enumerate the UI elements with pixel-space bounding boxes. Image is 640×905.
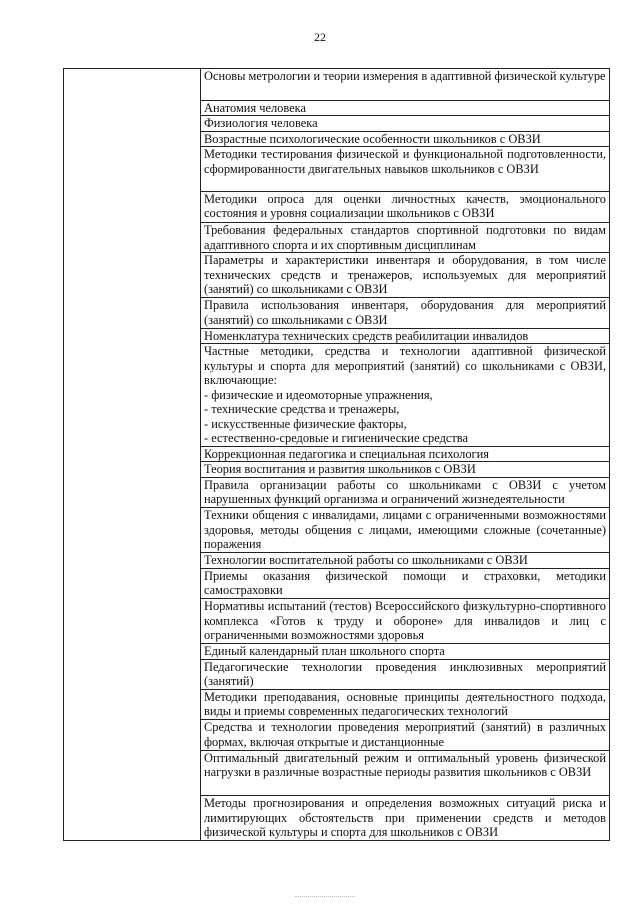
row-text: Единый календарный план школьного спорта [204,644,445,659]
table-row [201,508,609,553]
bullet-item: - технические средства и тренажеры, [204,402,400,417]
table-row [201,660,609,690]
row-text: Методы прогнозирования и определения возможных ситуаций риска и лимитирующих обстоятельств при применении средств и методов физической культуры и спорта для школьников с ОВЗИ [204,796,606,840]
row-text: Коррекционная педагогика и специальная психология [204,446,489,461]
table-row [201,223,609,253]
row-text: Правила использования инвентаря, оборудования для мероприятий (занятий) со школьниками с ОВЗИ [204,298,606,327]
row-text: Номенклатура технических средств реабилитации инвалидов [204,328,529,343]
row-text: Приемы оказания физической помощи и страховки, методики самостраховки [204,568,606,598]
table-row [201,253,609,298]
table-row [201,690,609,721]
empty-left-column [64,69,201,840]
row-text: Технологии воспитательной работы со школьниками с ОВЗИ [204,553,528,568]
table-row [201,132,609,148]
row-text: Средства и технологии проведения мероприятий (занятий) в различных формах, включая открытые и дистанционные [204,720,606,749]
row-text: Требования федеральных стандартов спортивной подготовки по видам адаптивного спорта и их спортивным дисциплинам [204,223,606,252]
table-row [201,478,609,509]
row-text: Педагогические технологии проведения инклюзивных мероприятий (занятий) [204,659,606,689]
scan-artifact [295,896,355,901]
bullet-item: - физические и идеомоторные упражнения, [204,387,433,402]
requirements-table [63,68,610,841]
row-text: Оптимальный двигательный режим и оптимальный уровень физической нагрузки в различные возрастные периоды развития школьников с ОВЗИ [204,750,606,780]
table-row [201,192,609,224]
row-text: Анатомия человека [204,100,306,115]
row-text: Правила организации работы со школьниками с ОВЗИ с учетом нарушенных функций организма и ограничений жизнедеятельности [204,477,606,507]
table-row [201,569,609,600]
row-text: Параметры и характеристики инвентаря и оборудования, в том числе технических средств и тренажеров, используемых для мероприятий (занятий) со школьниками с ОВЗИ [204,253,606,297]
table-row [201,298,609,329]
row-text: Методики тестирования физической и функциональной подготовленности, сформированности двигательных навыков школьников с ОВЗИ [204,147,606,176]
row-text: Методики опроса для оценки личностных качеств, эмоционального состояния и уровня социализации школьников с ОВЗИ [204,191,606,221]
table-row [201,329,609,345]
table-row [201,751,609,797]
table-row [201,101,609,117]
row-text: Методики преподавания, основные принципы деятельностного подхода, виды и приемы современных педагогических технологий [204,689,606,719]
row-text: Основы метрологии и теории измерения в адаптивной физической культуре [204,69,606,83]
row-text: Нормативы испытаний (тестов) Всероссийского физкультурно-спортивного комплекса «Готов к труду и обороне» для инвалидов и лиц с ограниченными возможностями здоровья [204,599,606,643]
table-row [201,147,609,192]
row-text: Частные методики, средства и технологии адаптивной физической культуры и спорта для мероприятий (занятий) со школьниками с ОВЗИ, включающие: [204,344,606,388]
row-text: Возрастные психологические особенности школьников с ОВЗИ [204,131,541,146]
table-row [201,344,609,447]
table-row [201,116,609,132]
row-text: Теория воспитания и развития школьников с ОВЗИ [204,462,476,477]
table-row [201,644,609,660]
table-row [201,553,609,569]
table-row [201,69,609,101]
table-row [201,796,609,840]
bullet-item: - естественно-средовые и гигиенические средства [204,431,468,446]
table-row [201,462,609,478]
row-text: Физиология человека [204,116,318,130]
bullet-item: - искусственные физические факторы, [204,416,407,431]
page-number: 22 [314,30,326,44]
table-row [201,447,609,463]
table-row [201,720,609,751]
knowledge-list [201,69,609,840]
table-row [201,599,609,644]
row-text: Техники общения с инвалидами, лицами с ограниченными возможностями здоровья, методы общения с лицами, имеющими сложные (сочетанные) поражения [204,508,606,552]
